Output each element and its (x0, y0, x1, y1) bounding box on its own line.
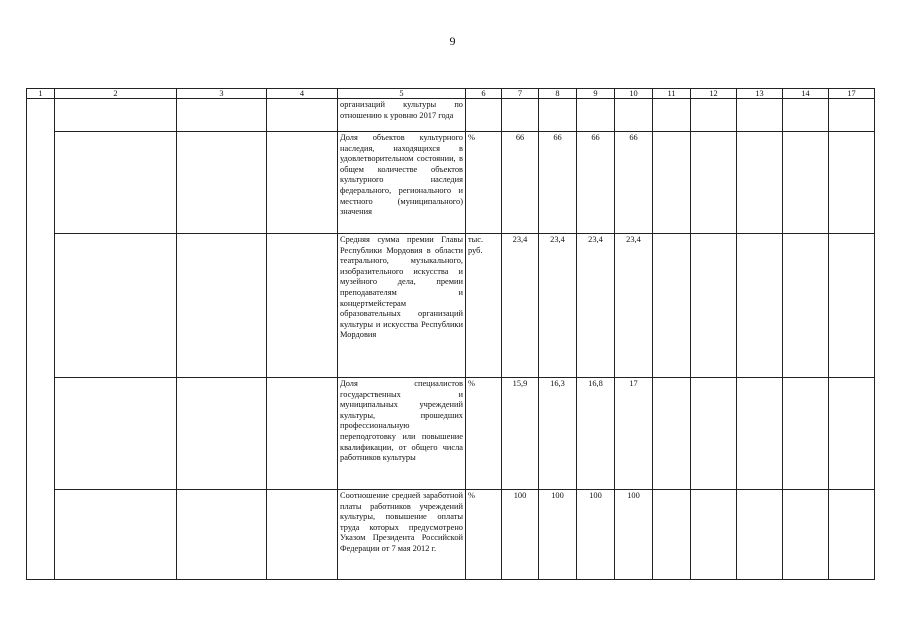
table-cell (55, 378, 177, 490)
table-cell (267, 378, 338, 490)
value-cell: 23,4 (539, 234, 577, 378)
table-cell (691, 99, 737, 132)
column-header: 11 (653, 89, 691, 99)
table-cell (783, 234, 829, 378)
column-header: 5 (338, 89, 466, 99)
table-cell (737, 490, 783, 580)
column-header: 1 (27, 89, 55, 99)
column-header: 10 (615, 89, 653, 99)
table-cell (691, 378, 737, 490)
table-cell (653, 99, 691, 132)
table-cell (267, 132, 338, 234)
value-cell: 23,4 (577, 234, 615, 378)
value-cell (615, 99, 653, 132)
column-header: 3 (177, 89, 267, 99)
table-cell (177, 234, 267, 378)
table-header-row (27, 89, 875, 99)
column-header: 7 (502, 89, 539, 99)
table-cell (783, 99, 829, 132)
table-cell (177, 490, 267, 580)
column-header: 14 (783, 89, 829, 99)
table-cell (27, 99, 55, 580)
value-cell: 23,4 (615, 234, 653, 378)
unit-cell: % (466, 378, 502, 490)
table-cell (691, 234, 737, 378)
table-row (27, 378, 875, 490)
table-row (27, 99, 875, 132)
table-cell (177, 99, 267, 132)
table-cell (55, 490, 177, 580)
value-cell: 100 (539, 490, 577, 580)
table-cell (55, 99, 177, 132)
value-cell: 16,8 (577, 378, 615, 490)
indicator-name: Средняя сумма премии Главы Республики Мордовия в области театрального, музыкального, изобразительного искусства и музейного дела, премии преподавателям и концертмейстерам образовательных организаций культуры и искусства Республики Мордовия (338, 234, 466, 378)
table-cell (653, 378, 691, 490)
value-cell (577, 99, 615, 132)
table-cell (55, 132, 177, 234)
table-cell (737, 132, 783, 234)
table-cell (653, 234, 691, 378)
unit-cell: % (466, 490, 502, 580)
table-cell (55, 234, 177, 378)
table-cell (829, 378, 875, 490)
table-cell (737, 234, 783, 378)
table-row (27, 132, 875, 234)
value-cell: 16,3 (539, 378, 577, 490)
table-cell (737, 378, 783, 490)
table-cell (829, 99, 875, 132)
unit-cell: % (466, 132, 502, 234)
table-cell (177, 378, 267, 490)
column-header: 12 (691, 89, 737, 99)
table-cell (267, 490, 338, 580)
table-cell (783, 378, 829, 490)
indicator-name: организаций культуры по отношению к уровню 2017 года (338, 99, 466, 132)
indicator-name: Доля объектов культурного наследия, находящихся в удовлетворительном состоянии, в общем количестве объектов культурного наследия федерального, регионального и местного (муниципального) значения (338, 132, 466, 234)
table-cell (829, 490, 875, 580)
value-cell: 66 (502, 132, 539, 234)
table-cell (783, 490, 829, 580)
unit-cell: тыс. руб. (466, 234, 502, 378)
column-header: 17 (829, 89, 875, 99)
page-number: 9 (449, 34, 456, 48)
table-cell (691, 490, 737, 580)
table-row (27, 490, 875, 580)
table-cell (829, 234, 875, 378)
table-cell (267, 99, 338, 132)
table-row (27, 234, 875, 378)
indicator-name: Доля специалистов государственных и муниципальных учреждений культуры, прошедших профессиональную переподготовку или повышение квалификации, от общего числа работников культуры (338, 378, 466, 490)
indicators-table (26, 88, 875, 580)
value-cell: 17 (615, 378, 653, 490)
table-cell (267, 234, 338, 378)
column-header: 13 (737, 89, 783, 99)
indicator-name: Соотношение средней заработной платы работников учреждений культуры, повышение оплаты труда которых предусмотрено Указом Президента Российской Федерации от 7 мая 2012 г. (338, 490, 466, 580)
column-header: 2 (55, 89, 177, 99)
column-header: 8 (539, 89, 577, 99)
value-cell: 100 (502, 490, 539, 580)
unit-cell (466, 99, 502, 132)
value-cell: 66 (539, 132, 577, 234)
column-header: 6 (466, 89, 502, 99)
value-cell: 66 (577, 132, 615, 234)
table-cell (783, 132, 829, 234)
table-cell (737, 99, 783, 132)
table-cell (829, 132, 875, 234)
value-cell: 66 (615, 132, 653, 234)
table-cell (653, 490, 691, 580)
value-cell (539, 99, 577, 132)
column-header: 4 (267, 89, 338, 99)
value-cell: 15,9 (502, 378, 539, 490)
value-cell: 23,4 (502, 234, 539, 378)
value-cell (502, 99, 539, 132)
value-cell: 100 (615, 490, 653, 580)
table-cell (653, 132, 691, 234)
column-header: 9 (577, 89, 615, 99)
table-cell (177, 132, 267, 234)
table-cell (691, 132, 737, 234)
value-cell: 100 (577, 490, 615, 580)
